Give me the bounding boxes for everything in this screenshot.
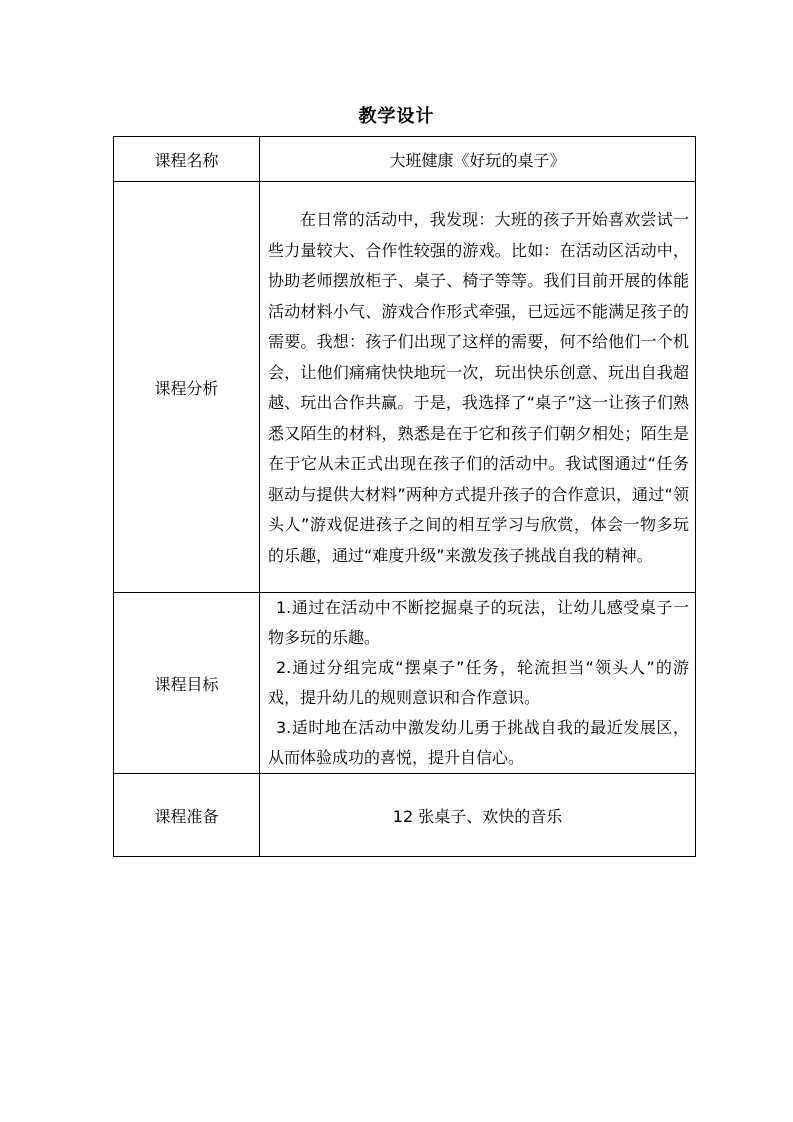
course-analysis-label: 课程分析 xyxy=(114,182,260,593)
course-analysis-cell xyxy=(260,182,696,593)
course-analysis-row xyxy=(114,182,696,593)
course-preparation-row xyxy=(114,774,696,857)
course-goals-cell xyxy=(260,593,696,774)
course-goals-label: 课程目标 xyxy=(114,593,260,774)
goal-item-2: 2.通过分组完成“摆桌子”任务，轮流担当“领头人”的游戏，提升幼儿的规则意识和合作意识。 xyxy=(268,658,689,707)
course-preparation-label: 课程准备 xyxy=(114,774,260,857)
document-title: 教学设计 xyxy=(358,106,435,127)
course-name-row xyxy=(114,137,696,182)
goal-item-1: 1.通过在活动中不断挖掘桌子的玩法，让幼儿感受桌子一物多玩的乐趣。 xyxy=(268,598,689,647)
goal-item-3: 3.适时地在活动中激发幼儿勇于挑战自我的最近发展区，从而体验成功的喜悦，提升自信心。 xyxy=(268,718,689,767)
course-analysis-text: 在日常的活动中，我发现：大班的孩子开始喜欢尝试一些力量较大、合作性较强的游戏。比如：在活动区活动中，协助老师摆放柜子、桌子、椅子等等。我们目前开展的体能活动材料小气、游戏合作形式牵强，已远远不能满足孩子的需要。我想：孩子们出现了这样的需要，何不给他们一个机会，让他们痛痛快快地玩一次，玩出快乐创意、玩出自我超越、玩出合作共赢。于是，我选择了“桌子”这一让孩子们熟悉又陌生的材料，熟悉是在于它和孩子们朝夕相处；陌生是在于它从未正式出现在孩子们的活动中。我试图通过“任务驱动与提供大材料”两种方式提升孩子的合作意识，通过“领头人”游戏促进孩子之间的相互学习与欣赏，体会一物多玩的乐趣，通过“难度升级”来激发孩子挑战自我的精神。 xyxy=(268,210,689,565)
lesson-plan-table xyxy=(113,136,696,857)
course-name-value: 大班健康《好玩的桌子》 xyxy=(260,137,696,182)
course-preparation-value: 12 张桌子、欢快的音乐 xyxy=(260,774,696,857)
course-goals-row xyxy=(114,593,696,774)
course-name-label: 课程名称 xyxy=(114,137,260,182)
